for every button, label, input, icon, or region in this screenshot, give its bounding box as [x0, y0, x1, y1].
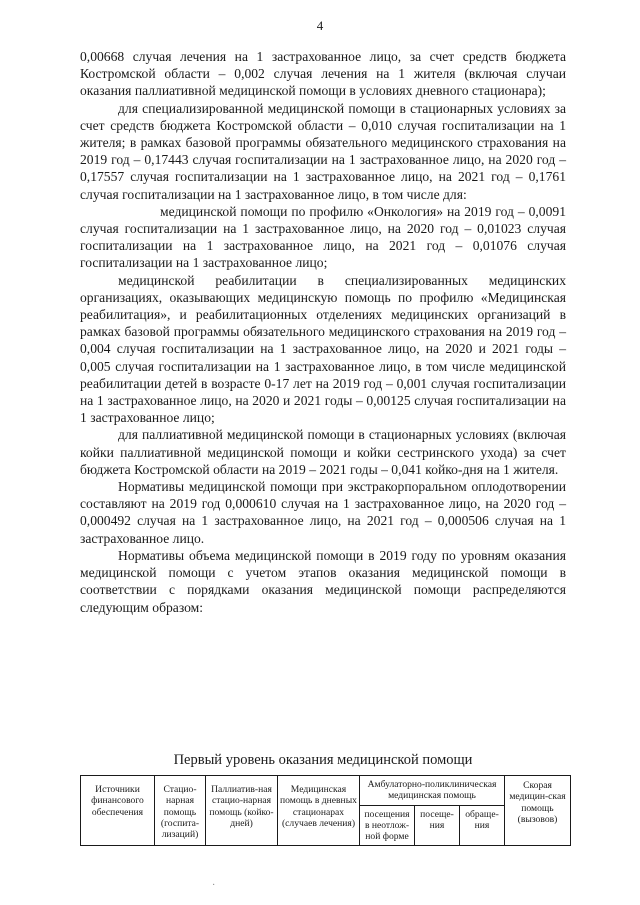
header-outpatient-visits: посеще-ния [415, 805, 460, 846]
header-outpatient: Амбулаторно-поликлиническая медицинская помощь [360, 776, 505, 806]
document-body [80, 48, 566, 616]
header-palliative: Паллиатив-ная стацио-нарная помощь (койко-дней) [206, 776, 278, 846]
header-outpatient-appeals: обраще-ния [460, 805, 505, 846]
table-header-row [81, 776, 571, 806]
header-outpatient-urgent: посещения в неотлож-ной форме [360, 805, 415, 846]
paragraph-rehabilitation: медицинской реабилитации в специализированных медицинских организациях, оказывающих медицинскую помощь по профилю «Медицинская реабилитация», и реабилитационных отделениях медицинских организаций в рамках базовой программы обязательного медицинского страхования на 2019 год – 0,004 случая госпитализации на 1 застрахованное лицо, на 2020 и 2021 годы – 0,005 случая госпитализации на 1 застрахованное лицо, в том числе медицинской реабилитации детей в возрасте 0-17 лет на 2019 год – 0,001 случая госпитализации на 1 застрахованное лицо, на 2020 и 2021 годы – 0,00125 случая госпитализации на 1 застрахованное лицо; [80, 272, 566, 426]
header-ambulance: Скорая медицин-ская помощь (вызовов) [505, 776, 571, 846]
paragraph-palliative: для паллиативной медицинской помощи в стационарных условиях (включая койки паллиативной медицинской помощи и койки сестринского ухода) за счет бюджета Костромской области на 2019 – 2021 годы – 0,041 койко-дня на 1 жителя. [80, 427, 566, 477]
paragraph-distribution: Нормативы объема медицинской помощи в 2019 году по уровням оказания медицинской помощи с учетом этапов оказания медицинской помощи в соответствии с порядками оказания медицинской помощи распределяются следующим образом: [80, 547, 566, 615]
table-title: Первый уровень оказания медицинской помощи [173, 752, 473, 768]
scan-artifact-mark: · [212, 880, 216, 891]
paragraph-specialized-care: для специализированной медицинской помощи в стационарных условиях за счет средств бюджета Костромской области – 0,010 случая госпитализации на 1 жителя; в рамках базовой программы обязательного медицинского страхования на 2019 год – 0,17443 случая госпитализации на 1 застрахованное лицо, на 2020 год – 0,17557 случая госпитализации на 1 застрахованное лицо, на 2021 год – 0,1761 случая госпитализации на 1 застрахованное лицо, в том числе для: [80, 100, 566, 202]
header-source: Источники финансового обеспечения [81, 776, 155, 846]
paragraph-oncology: медицинской помощи по профилю «Онкология» на 2019 год – 0,0091 случая госпитализации на 1 застрахованное лицо, на 2020 год – 0,01023 случая госпитализации на 1 застрахованное лицо, на 2021 год – 0,01076 случая госпитализации на 1 застрахованное лицо; [80, 203, 566, 271]
paragraph-ivf: Нормативы медицинской помощи при экстракорпоральном оплодотворении составляют на 2019 год 0,000610 случая на 1 застрахованное лицо, на 2020 год – 0,000492 случая на 1 застрахованное лицо, на 2021 год – 0,000506 случая на 1 застрахованное лицо. [80, 479, 566, 546]
header-inpatient: Стацио-нарная помощь (госпита-лизаций) [155, 776, 206, 846]
care-levels-table [80, 775, 571, 846]
page-number: 4 [316, 18, 324, 33]
header-day-hospital: Медицинская помощь в дневных стационарах (случаев лечения) [278, 776, 360, 846]
paragraph-day-hospital-continued: 0,00668 случая лечения на 1 застрахованное лицо, за счет средств бюджета Костромской области – 0,002 случая лечения на 1 жителя (включая случаи оказания паллиативной медицинской помощи в условиях дневного стационара); [80, 49, 566, 99]
